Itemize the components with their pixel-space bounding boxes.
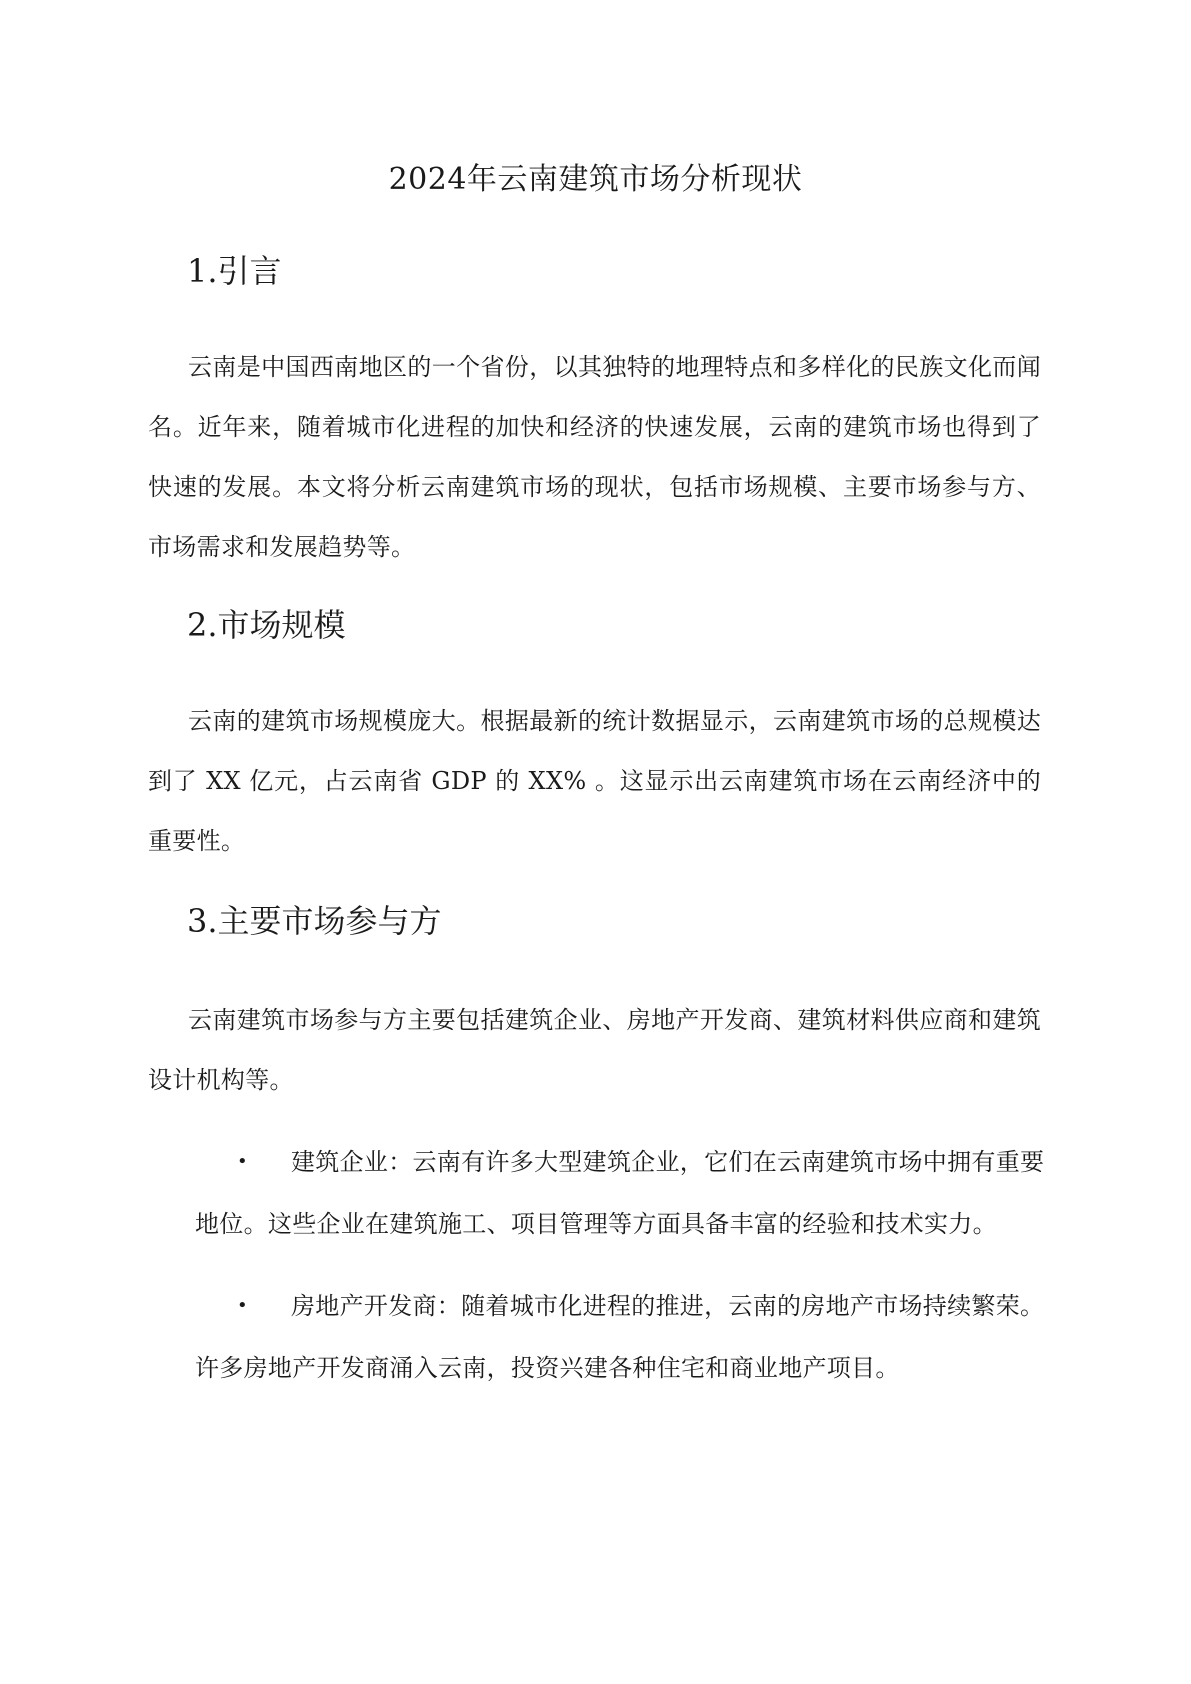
bullet-marker: • (237, 1295, 248, 1316)
bullet-item-construction-enterprises (195, 1131, 1045, 1255)
bullet-text: 建筑企业：云南有许多大型建筑企业，它们在云南建筑市场中拥有重要地位。这些企业在建筑施工、项目管理等方面具备丰富的经验和技术实力。 (195, 1148, 1045, 1238)
section-heading-market-participants: 3.主要市场参与方 (187, 902, 442, 940)
bullet-text: 房地产开发商：随着城市化进程的推进，云南的房地产市场持续繁荣。许多房地产开发商涌入云南，投资兴建各种住宅和商业地产项目。 (195, 1292, 1045, 1382)
section-paragraph-market-size: 云南的建筑市场规模庞大。根据最新的统计数据显示，云南建筑市场的总规模达到了 XX 亿元，占云南省 GDP 的 XX% 。这显示出云南建筑市场在云南经济中的重要性。 (148, 707, 1041, 855)
section-heading-market-size: 2.市场规模 (187, 606, 346, 644)
section-paragraph-market-participants: 云南建筑市场参与方主要包括建筑企业、房地产开发商、建筑材料供应商和建筑设计机构等。 (148, 1006, 1041, 1094)
section-heading-introduction: 1.引言 (187, 252, 282, 290)
section-paragraph-introduction: 云南是中国西南地区的一个省份，以其独特的地理特点和多样化的民族文化而闻名。近年来，随着城市化进程的加快和经济的快速发展，云南的建筑市场也得到了快速的发展。本文将分析云南建筑市场的现状，包括市场规模、主要市场参与方、市场需求和发展趋势等。 (148, 353, 1041, 561)
bullet-marker: • (237, 1151, 248, 1172)
bullet-item-real-estate-developers (195, 1275, 1045, 1399)
document-title: 2024年云南建筑市场分析现状 (388, 162, 803, 197)
